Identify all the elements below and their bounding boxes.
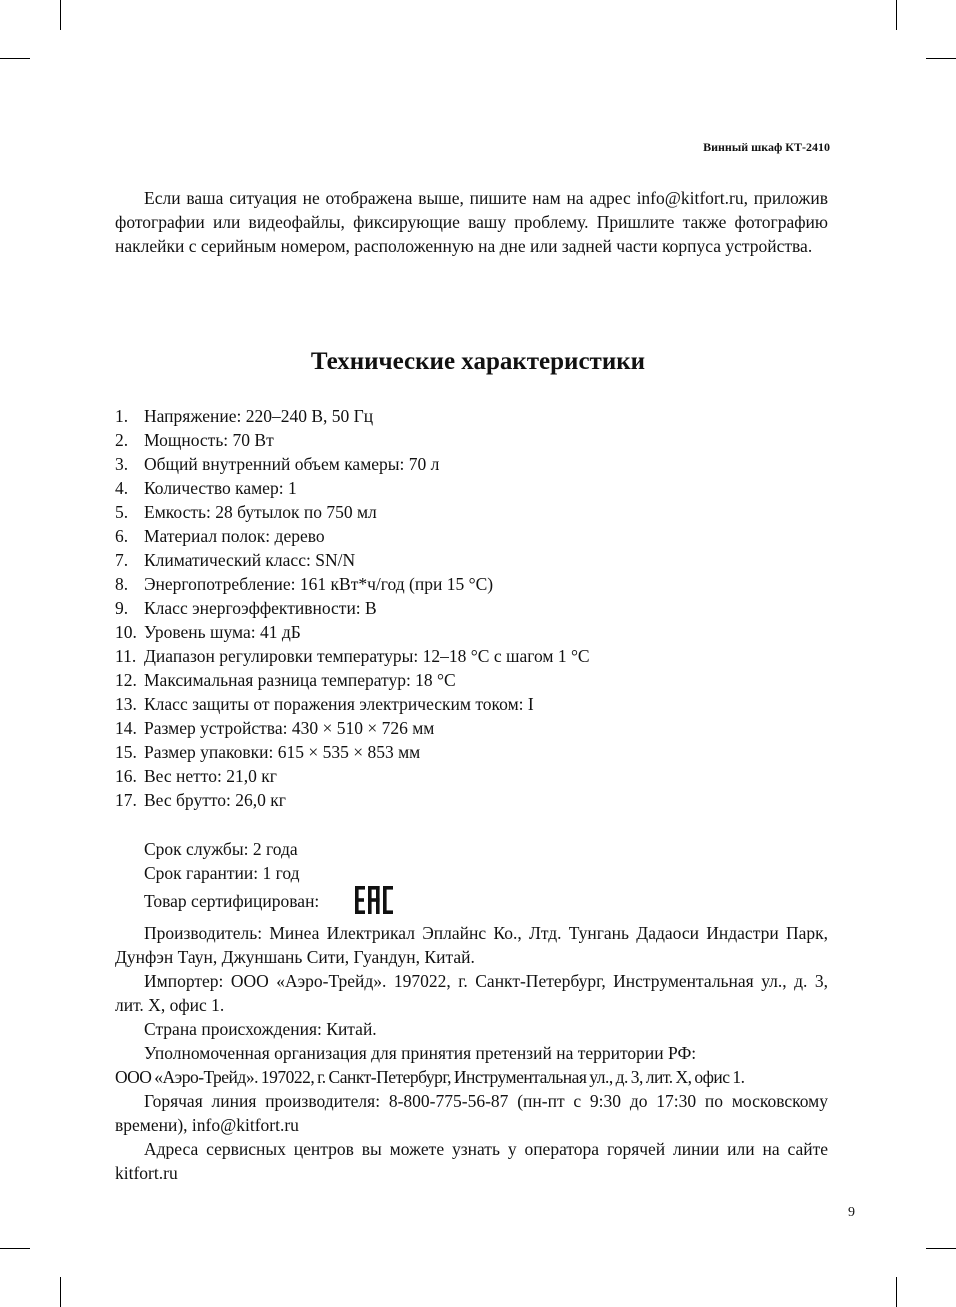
spec-item xyxy=(115,788,828,812)
spec-item-text: Размер упаковки: 615 × 535 × 853 мм xyxy=(144,742,421,762)
spec-item-number: 1. xyxy=(115,406,129,426)
service-centers: Адреса сервисных центров вы можете узнать у оператора горячей линии или на сайте kitfort.ru xyxy=(115,1139,828,1183)
spec-item xyxy=(115,404,828,428)
certified-label: Товар сертифицирован: xyxy=(144,891,320,911)
hotline: Горячая линия производителя: 8-800-775-56-87 (пн-пт с 9:30 до 17:30 по московскому времени), info@kitfort.ru xyxy=(115,1091,828,1135)
spec-item xyxy=(115,764,828,788)
spec-item-text: Вес брутто: 26,0 кг xyxy=(144,790,286,810)
spec-item-number: 8. xyxy=(115,574,129,594)
spec-item xyxy=(115,740,828,764)
spec-item xyxy=(115,668,828,692)
spec-item-number: 2. xyxy=(115,430,129,450)
spec-item-number: 10. xyxy=(115,622,137,642)
spec-item-text: Максимальная разница температур: 18 °С xyxy=(144,670,456,690)
spec-item xyxy=(115,524,828,548)
spec-item-number: 5. xyxy=(115,502,129,522)
intro-paragraph: Если ваша ситуация не отображена выше, пишите нам на адрес info@kitfort.ru, приложив фотографии или видеофайлы, фиксирующие вашу проблему. Пришлите также фотографию наклейки с серийным номером, расположенную на дне или задней части корпуса устройства. xyxy=(115,188,828,256)
importer: Импортер: ООО «Аэро-Трейд». 197022, г. Санкт-Петербург, Инструментальная ул., д. 3, лит. Х, офис 1. xyxy=(115,971,828,1015)
crop-mark xyxy=(60,1277,61,1307)
spec-item xyxy=(115,476,828,500)
spec-item-text: Емкость: 28 бутылок по 750 мл xyxy=(144,502,377,522)
spec-item-number: 14. xyxy=(115,718,137,738)
manufacturer: Производитель: Минеа Илектрикал Эплайнс Ко., Лтд. Тунгань Дадаоси Индастри Парк, Дунфэн Таун, Джуншань Сити, Гуандун, Китай. xyxy=(115,923,828,967)
page-number: 9 xyxy=(848,1205,855,1220)
crop-mark xyxy=(896,0,897,30)
spec-item xyxy=(115,548,828,572)
spec-item-number: 4. xyxy=(115,478,129,498)
spec-item xyxy=(115,716,828,740)
spec-item-number: 9. xyxy=(115,598,129,618)
authorized-organization-address: ООО «Аэро-Трейд». 197022, г. Санкт-Петербург, Инструментальная ул., д. 3, лит. Х, офис 1. xyxy=(115,1067,745,1087)
spec-item-text: Класс защиты от поражения электрическим током: I xyxy=(144,694,534,714)
spec-item-text: Класс энергоэффективности: B xyxy=(144,598,377,618)
spec-item xyxy=(115,572,828,596)
crop-mark xyxy=(60,0,61,30)
spec-item xyxy=(115,452,828,476)
specs-heading: Технические характеристики xyxy=(310,348,646,375)
spec-item xyxy=(115,644,828,668)
eac-logo xyxy=(325,885,394,921)
crop-mark xyxy=(926,58,956,59)
spec-item-number: 6. xyxy=(115,526,129,546)
spec-item xyxy=(115,500,828,524)
spec-item-text: Общий внутренний объем камеры: 70 л xyxy=(144,454,440,474)
spec-item-text: Материал полок: дерево xyxy=(144,526,325,546)
crop-mark xyxy=(896,1277,897,1307)
spec-item-text: Мощность: 70 Вт xyxy=(144,430,274,450)
spec-item-number: 15. xyxy=(115,742,137,762)
spec-item-text: Климатический класс: SN/N xyxy=(144,550,356,570)
country-of-origin: Страна происхождения: Китай. xyxy=(144,1019,377,1039)
running-header: Винный шкаф КТ-2410 xyxy=(703,140,830,154)
spec-item-text: Уровень шума: 41 дБ xyxy=(144,622,301,642)
spec-item-text: Напряжение: 220–240 В, 50 Гц xyxy=(144,406,374,426)
service-life: Срок службы: 2 года xyxy=(144,839,298,859)
spec-item-text: Вес нетто: 21,0 кг xyxy=(144,766,277,786)
spec-item-text: Количество камер: 1 xyxy=(144,478,297,498)
spec-item-number: 13. xyxy=(115,694,137,714)
spec-item-number: 3. xyxy=(115,454,129,474)
crop-mark xyxy=(0,58,30,59)
spec-item-number: 12. xyxy=(115,670,137,690)
spec-item xyxy=(115,428,828,452)
spec-item-number: 16. xyxy=(115,766,137,786)
certification-line xyxy=(115,885,828,921)
intro-section xyxy=(115,186,828,258)
crop-mark xyxy=(0,1248,30,1249)
spec-item xyxy=(115,596,828,620)
spec-item-number: 11. xyxy=(115,646,137,666)
spec-item xyxy=(115,692,828,716)
spec-item-number: 7. xyxy=(115,550,129,570)
specs-list xyxy=(115,404,828,812)
warranty: Срок гарантии: 1 год xyxy=(144,863,300,883)
spec-item-number: 17. xyxy=(115,790,137,810)
spec-item-text: Размер устройства: 430 × 510 × 726 мм xyxy=(144,718,435,738)
crop-mark xyxy=(926,1248,956,1249)
info-section xyxy=(115,837,828,1185)
authorized-organization: Уполномоченная организация для принятия претензий на территории РФ: xyxy=(144,1043,697,1063)
spec-item xyxy=(115,620,828,644)
spec-item-text: Энергопотребление: 161 кВт*ч/год (при 15 °С) xyxy=(144,574,494,594)
spec-item-text: Диапазон регулировки температуры: 12–18 °С с шагом 1 °С xyxy=(144,646,590,666)
